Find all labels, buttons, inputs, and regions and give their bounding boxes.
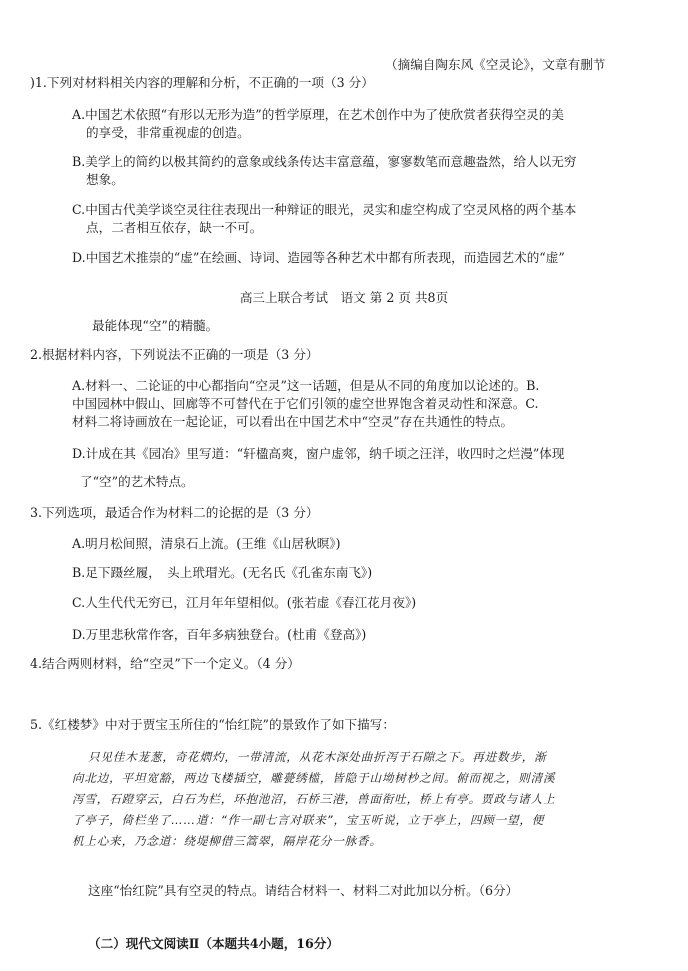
q3-option-a: A.明月松间照，清泉石上流。(王维《山居秋暝》) [72,536,341,551]
q2-option-a-line2: 中国园林中假山、回廊等不可替代在于它们引领的虚空世界饱含着灵动性和深意。C. [72,396,539,411]
q3-option-c: C.人生代代无穷已，江月年年望相似。(张若虚《春江花月夜》) [72,595,417,610]
q2-option-a-line1: A.材料一、二论证的中心都指向“空灵”这一话题，但是从不同的角度加以论述的。B. [72,378,540,393]
q2-option-a-line3: 材料二将诗画放在一起论证，可以看出在中国艺术中“空灵”存在共通性的特点。 [72,414,514,429]
q1-option-a-line1: A.中国艺术依照“有形以无形为造”的哲学原理，在艺术创作中为了使欣赏者获得空灵的美 [72,107,564,122]
q5-passage-line3: 泻雪，石蹬穿云，白石为栏，环抱池沼，石桥三港，兽面衔吐，桥上有亭。贾政与诸人上 [72,792,556,806]
q5-passage-line5: 机上心来，乃念道：绕堤柳借三篙翠，隔岸花分一脉香。 [72,834,382,848]
q1-option-c-line2: 点，二者相互依存，缺一不可。 [86,220,263,235]
q1-option-b-line1: B.美学上的简约以极其简约的意象或线条传达丰富意蕴，寥寥数笔而意趣盎然，给人以无穷 [72,154,577,169]
q3-option-b: B.足下蹑丝履， 头上玳瑁光。(无名氏《孔雀东南飞》) [72,565,373,580]
q1-option-d-line2: 最能体现“空”的精髓。 [92,318,219,333]
q5-passage-line2: 向北边，平坦宽豁，两边飞楼插空，雕甍绣槛，皆隐于山坳树杪之间。俯而视之，则清溪 [72,771,556,785]
q2-option-d-line2: 了“空”的艺术特点。 [80,474,194,489]
q1-option-a-line2: 的享受，非常重视虚的创造。 [86,125,250,140]
question-2-stem: 2.根据材料内容，下列说法不正确的一项是（3 分） [30,347,319,362]
question-3-stem: 3.下列选项，最适合作为材料二的论据的是（3 分） [30,505,319,520]
source-citation: （摘编自陶东风《空灵论》，文章有删节 [385,57,606,72]
q1-option-b-line2: 想象。 [86,172,124,187]
page-footer: 高三上联合考试 语文 第 2 页 共8页 [239,290,449,305]
q5-passage-line4: 了亭子，倚栏坐了……道：“作一副七言对联来”，宝玉听说，立于亭上，四顾一望，便 [72,813,545,827]
q5-passage-line1: 只见佳木茏葱，奇花熌灼，一带清流，从花木深处曲折泻于石隙之下。再进数步，渐 [88,750,547,764]
question-5-stem: 5.《红楼梦》中对于贾宝玉所住的“怡红院”的景致作了如下描写： [30,717,395,732]
question-1-stem: )1.下列对材料相关内容的理解和分析，不正确的一项（3 分） [30,75,374,90]
q2-option-d-line1: D.计成在其《园冶》里写道：“轩楹高爽，窗户虚邻，纳千顷之汪洋，收四时之烂漫”体现 [72,446,565,461]
section-title: （二）现代文阅读Ⅱ（本题共4小题，16分） [88,936,339,951]
q1-option-d-line1: D.中国艺术推崇的“虚”在绘画、诗词、造园等各种艺术中都有所表现，而造园艺术的“虚” [72,250,565,265]
q5-task: 这座“怡红院”具有空灵的特点。请结合材料一、材料二对此加以分析。（6分） [88,883,519,898]
q3-option-d: D.万里悲秋常作客，百年多病独登台。(杜甫《登高》) [72,627,367,642]
q1-option-c-line1: C.中国古代美学谈空灵往往表现出一种辩证的眼光，灵实和虚空构成了空灵风格的两个基本 [72,202,577,217]
question-4: 4.结合两则材料，给“空灵”下一个定义。（4 分） [30,656,300,671]
